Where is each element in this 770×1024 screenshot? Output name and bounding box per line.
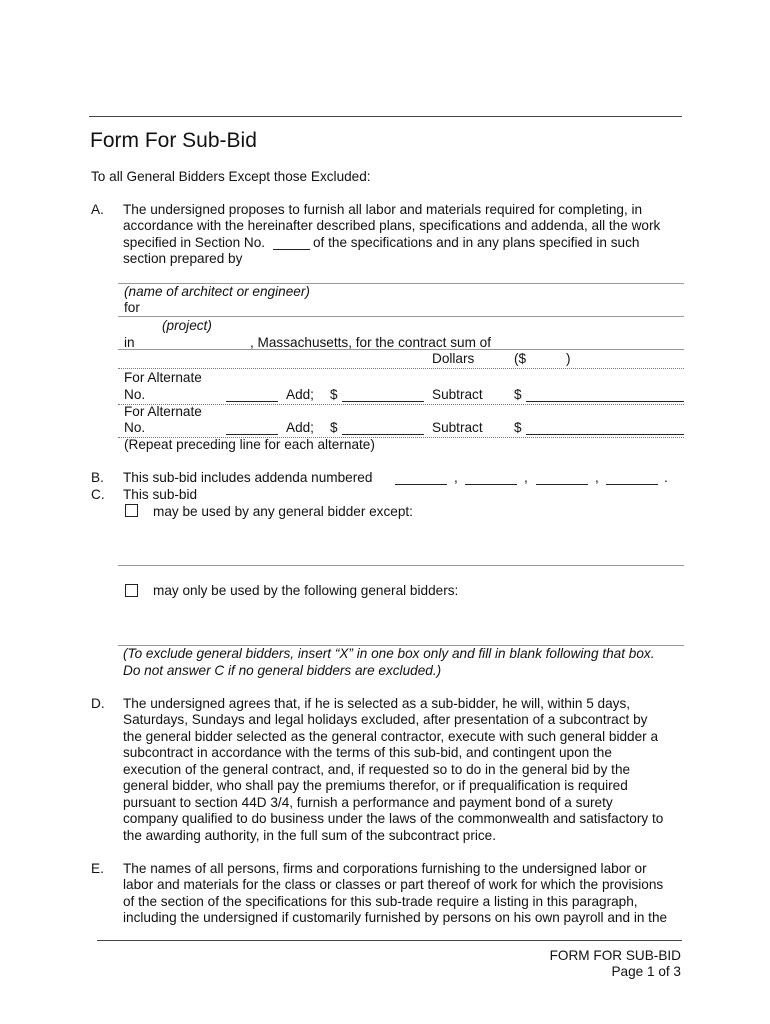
section-e-line-2: labor and materials for the class or classes or part thereof of work for which the provisions xyxy=(123,877,664,892)
alternate-1-add-dollar: $ xyxy=(330,387,338,402)
section-e-line-3: of the section of the specifications for this sub-trade require a listing in this paragraph, xyxy=(123,894,638,909)
except-option-label: may be used by any general bidder except: xyxy=(153,504,413,519)
footer-rule xyxy=(97,940,682,941)
except-field[interactable] xyxy=(118,565,684,566)
section-c-letter: C. xyxy=(91,487,105,502)
project-field[interactable] xyxy=(118,316,684,317)
alternate-2-add-dollar: $ xyxy=(330,420,338,435)
alternate-1-no: No. xyxy=(124,387,146,402)
addendum-period: . xyxy=(664,470,668,485)
section-d-line-7: pursuant to section 44D 3/4, furnish a performance and payment bond of a surety xyxy=(123,795,613,810)
addendum-field-1[interactable] xyxy=(395,484,447,485)
dollars-rule xyxy=(118,368,684,369)
section-e-line-1: The names of all persons, firms and corporations furnishing to the undersigned labor or xyxy=(123,861,647,876)
contract-sum-field[interactable] xyxy=(118,349,684,350)
section-a-line-3a: specified in Section No. xyxy=(123,235,266,250)
architect-label: (name of architect or engineer) xyxy=(124,284,310,299)
section-d-line-4: subcontract in accordance with the terms of this sub-bid, and contingent upon the xyxy=(123,745,612,760)
section-e-line-4: including the undersigned if customarily furnished by persons on his own payroll and in the xyxy=(123,910,668,925)
addendum-comma-3: , xyxy=(595,470,599,485)
alternate-2-subtract-dollar: $ xyxy=(514,420,522,435)
alternate-1-add-field[interactable] xyxy=(342,401,424,402)
section-a-line-2: accordance with the hereinafter described plans, specifications and addenda, all the work xyxy=(123,218,661,233)
alternate-2-add: Add; xyxy=(286,420,314,435)
section-d-line-9: the awarding authority, in the full sum of the subcontract price. xyxy=(123,828,497,843)
section-d-line-8: company qualified to do business under the laws of the commonwealth and satisfactory to xyxy=(123,811,664,826)
alternate-1-label: For Alternate xyxy=(124,370,202,385)
dollars-label: Dollars xyxy=(432,351,475,366)
alternate-1-number-field[interactable] xyxy=(226,401,278,402)
page-title: Form For Sub-Bid xyxy=(90,129,257,152)
alternate-2-label: For Alternate xyxy=(124,404,202,419)
alternate-2-number-field[interactable] xyxy=(226,434,278,435)
alternate-2-subtract-field[interactable] xyxy=(526,434,684,435)
alternate-1-subtract-field[interactable] xyxy=(526,401,684,402)
alternate-1-rule xyxy=(118,404,684,405)
alternate-2-subtract: Subtract xyxy=(432,420,483,435)
section-c-note-1: (To exclude general bidders, insert “X” in one box only and fill in blank following that box. xyxy=(123,646,655,661)
section-d-letter: D. xyxy=(91,696,105,711)
salutation: To all General Bidders Except those Excluded: xyxy=(91,169,371,184)
footer-page-number: Page 1 of 3 xyxy=(611,964,681,979)
top-rule xyxy=(89,116,682,117)
for-label: for xyxy=(124,300,140,315)
only-checkbox[interactable] xyxy=(125,584,138,597)
in-label: in xyxy=(124,335,135,350)
section-c-note-2: Do not answer C if no general bidders are excluded.) xyxy=(123,663,442,678)
section-number-field[interactable] xyxy=(273,249,310,250)
addendum-comma-2: , xyxy=(524,470,528,485)
section-a-line-4: section prepared by xyxy=(123,251,243,266)
section-d-line-5: execution of the general contract, and, if requested so to do in the general bid by the xyxy=(123,762,631,777)
addendum-field-4[interactable] xyxy=(606,484,658,485)
section-d-line-1: The undersigned agrees that, if he is selected as a sub-bidder, he will, within 5 days, xyxy=(123,696,631,711)
repeat-note: (Repeat preceding line for each alternate) xyxy=(124,437,375,452)
addendum-field-3[interactable] xyxy=(536,484,588,485)
section-a-line-1: The undersigned proposes to furnish all labor and materials required for completing, in xyxy=(123,202,643,217)
alternate-2-no: No. xyxy=(124,420,146,435)
addendum-comma-1: , xyxy=(454,470,458,485)
dollar-paren-open: ($ xyxy=(514,351,527,366)
section-b-text: This sub-bid includes addenda numbered xyxy=(123,470,373,485)
dollar-paren-close: ) xyxy=(566,351,571,366)
alternate-2-add-field[interactable] xyxy=(342,434,424,435)
section-d-line-2: Saturdays, Sundays and legal holidays excluded, after presentation of a subcontract by xyxy=(123,712,648,727)
section-d-line-6: general bidder, who shall pay the premiums therefor, or if prequalification is required xyxy=(123,778,628,793)
except-checkbox[interactable] xyxy=(125,504,138,517)
section-e-letter: E. xyxy=(91,861,104,876)
alternate-1-subtract: Subtract xyxy=(432,387,483,402)
alternate-1-subtract-dollar: $ xyxy=(514,387,522,402)
footer-form-name: FORM FOR SUB-BID xyxy=(549,948,681,963)
addendum-field-2[interactable] xyxy=(465,484,517,485)
only-option-label: may only be used by the following general bidders: xyxy=(153,583,459,598)
section-d-line-3: the general bidder selected as the general contractor, execute with such general bidder a xyxy=(123,729,659,744)
project-label: (project) xyxy=(162,318,212,333)
alternate-1-add: Add; xyxy=(286,387,314,402)
massachusetts-text: , Massachusetts, for the contract sum of xyxy=(250,335,492,350)
section-b-letter: B. xyxy=(91,470,104,485)
section-a-line-3b: of the specifications and in any plans specified in such xyxy=(313,235,640,250)
section-a-letter: A. xyxy=(91,202,104,217)
section-c-text: This sub-bid xyxy=(123,487,198,502)
